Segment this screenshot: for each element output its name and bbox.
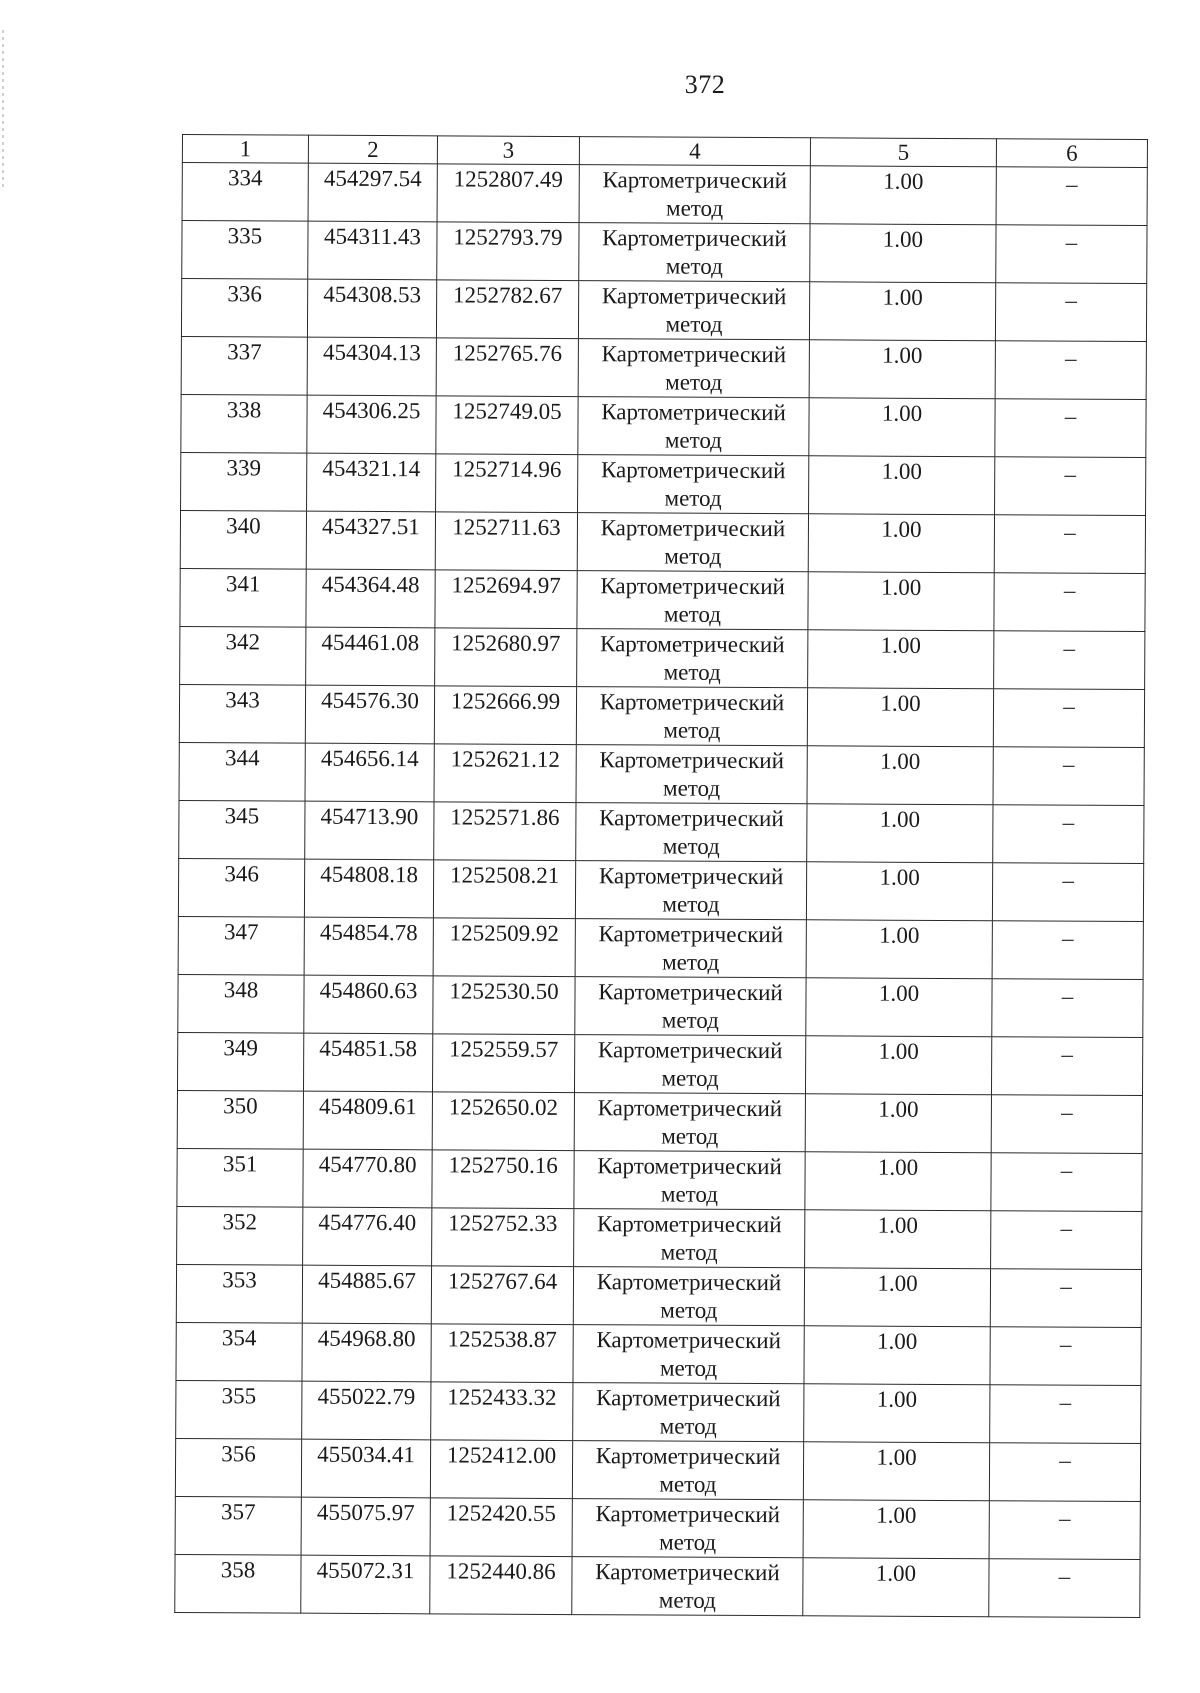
x-coordinate-cell: 455034.41 bbox=[301, 1439, 430, 1498]
table-row bbox=[178, 916, 1143, 979]
note-dash: – bbox=[1064, 461, 1077, 487]
method-cell bbox=[578, 455, 809, 514]
method-cell bbox=[577, 629, 808, 688]
note-dash: – bbox=[1059, 1389, 1072, 1415]
method-line-1: Картометрический bbox=[601, 399, 786, 426]
accuracy-cell: 1.00 bbox=[809, 456, 995, 515]
method-line-2: метод bbox=[660, 1181, 719, 1207]
method-line-2: метод bbox=[662, 949, 720, 975]
method-line-2: метод bbox=[666, 195, 724, 221]
y-coordinate-cell: 1252559.57 bbox=[432, 1034, 574, 1093]
table-row bbox=[182, 163, 1147, 226]
accuracy-cell: 1.00 bbox=[805, 1036, 991, 1095]
x-coordinate-cell: 454461.08 bbox=[306, 627, 435, 686]
y-coordinate-cell: 1252440.86 bbox=[430, 1556, 572, 1615]
accuracy-cell: 1.00 bbox=[806, 920, 992, 979]
x-coordinate-cell: 454808.18 bbox=[304, 859, 433, 918]
note-dash: – bbox=[1063, 693, 1075, 719]
method-line-1: Картометрический bbox=[596, 1269, 782, 1296]
note-dash: – bbox=[1059, 1447, 1071, 1473]
accuracy-cell: 1.00 bbox=[809, 282, 995, 341]
y-coordinate-cell: 1252509.92 bbox=[433, 918, 575, 977]
method-line-2: метод bbox=[662, 833, 720, 859]
note-cell bbox=[991, 1211, 1142, 1270]
page-number: 372 bbox=[684, 70, 726, 99]
accuracy-cell: 1.00 bbox=[805, 1152, 991, 1211]
note-dash: – bbox=[1060, 1273, 1072, 1299]
accuracy-cell: 1.00 bbox=[808, 630, 994, 689]
method-line-2: метод bbox=[661, 1065, 719, 1091]
scan-edge-artifact bbox=[2, 30, 4, 190]
accuracy-cell: 1.00 bbox=[804, 1268, 990, 1327]
method-line-1: Картометрический bbox=[596, 1385, 781, 1412]
note-cell bbox=[991, 1037, 1142, 1096]
x-coordinate-cell: 454713.90 bbox=[305, 801, 434, 860]
method-line-2: метод bbox=[663, 717, 721, 743]
point-number-cell: 336 bbox=[181, 279, 307, 338]
header-col-3: 3 bbox=[437, 136, 579, 165]
note-cell bbox=[992, 979, 1143, 1038]
method-cell bbox=[578, 397, 809, 456]
method-line-2: метод bbox=[662, 775, 721, 801]
accuracy-cell: 1.00 bbox=[808, 572, 994, 631]
y-coordinate-cell: 1252749.05 bbox=[436, 396, 578, 455]
method-cell bbox=[574, 1093, 805, 1152]
method-line-2: метод bbox=[661, 1123, 719, 1149]
method-line-1: Картометрический bbox=[601, 283, 787, 310]
point-number-cell: 357 bbox=[175, 1496, 301, 1555]
method-line-1: Картометрический bbox=[599, 689, 785, 716]
method-cell bbox=[576, 745, 807, 804]
y-coordinate-cell: 1252782.67 bbox=[436, 280, 578, 339]
method-line-1: Картометрический bbox=[598, 979, 783, 1006]
y-coordinate-cell: 1252420.55 bbox=[430, 1498, 572, 1557]
point-number-cell: 356 bbox=[175, 1438, 301, 1497]
method-cell bbox=[573, 1383, 804, 1442]
note-dash: – bbox=[1058, 1505, 1071, 1531]
method-cell bbox=[573, 1267, 804, 1326]
header-col-1: 1 bbox=[182, 135, 308, 164]
method-cell bbox=[574, 1035, 805, 1094]
method-cell bbox=[574, 1209, 805, 1268]
note-dash: – bbox=[1058, 1563, 1071, 1589]
y-coordinate-cell: 1252530.50 bbox=[433, 976, 575, 1035]
method-line-1: Картометрический bbox=[597, 1037, 783, 1064]
note-dash: – bbox=[1059, 1331, 1072, 1357]
point-number-cell: 352 bbox=[177, 1206, 303, 1265]
method-line-1: Картометрический bbox=[600, 457, 786, 484]
table-row bbox=[179, 800, 1144, 863]
y-coordinate-cell: 1252650.02 bbox=[432, 1092, 574, 1151]
accuracy-cell: 1.00 bbox=[807, 804, 993, 863]
accuracy-cell: 1.00 bbox=[810, 224, 996, 283]
note-dash: – bbox=[1064, 403, 1077, 429]
method-cell bbox=[577, 571, 808, 630]
x-coordinate-cell: 454308.53 bbox=[307, 279, 436, 338]
x-coordinate-cell: 454297.54 bbox=[308, 163, 437, 222]
method-line-2: метод bbox=[664, 543, 722, 569]
accuracy-cell: 1.00 bbox=[804, 1384, 990, 1443]
table-row bbox=[176, 1264, 1141, 1327]
y-coordinate-cell: 1252433.32 bbox=[431, 1382, 573, 1441]
method-line-2: метод bbox=[665, 311, 723, 337]
method-line-1: Картометрический bbox=[600, 631, 785, 658]
x-coordinate-cell: 454770.80 bbox=[303, 1149, 432, 1208]
note-cell bbox=[996, 225, 1147, 284]
table-row bbox=[182, 221, 1147, 284]
accuracy-cell: 1.00 bbox=[808, 514, 994, 573]
table-row bbox=[177, 1090, 1142, 1153]
table-row bbox=[180, 510, 1145, 573]
note-dash: – bbox=[1062, 751, 1075, 777]
x-coordinate-cell: 454860.63 bbox=[304, 975, 433, 1034]
method-line-1: Картометрический bbox=[598, 921, 784, 948]
header-col-4: 4 bbox=[579, 137, 810, 166]
point-number-cell: 341 bbox=[180, 568, 306, 627]
method-cell bbox=[576, 687, 807, 746]
y-coordinate-cell: 1252767.64 bbox=[431, 1266, 573, 1325]
accuracy-cell: 1.00 bbox=[809, 398, 995, 457]
accuracy-cell: 1.00 bbox=[806, 862, 992, 921]
note-cell bbox=[989, 1443, 1140, 1502]
method-line-2: метод bbox=[661, 1007, 719, 1033]
method-cell bbox=[574, 1151, 805, 1210]
method-line-1: Картометрический bbox=[600, 515, 786, 542]
x-coordinate-cell: 454306.25 bbox=[307, 395, 436, 454]
x-coordinate-cell: 454304.13 bbox=[307, 337, 436, 396]
y-coordinate-cell: 1252538.87 bbox=[431, 1324, 573, 1383]
method-cell bbox=[575, 977, 806, 1036]
x-coordinate-cell: 454851.58 bbox=[303, 1033, 432, 1092]
note-cell bbox=[991, 1095, 1142, 1154]
y-coordinate-cell: 1252571.86 bbox=[434, 802, 576, 861]
note-dash: – bbox=[1065, 171, 1078, 197]
note-cell bbox=[992, 921, 1143, 980]
table-body bbox=[175, 163, 1148, 1618]
x-coordinate-cell: 454576.30 bbox=[305, 685, 434, 744]
note-cell bbox=[990, 1327, 1141, 1386]
method-line-2: метод bbox=[659, 1529, 717, 1555]
method-line-2: метод bbox=[659, 1413, 717, 1439]
y-coordinate-cell: 1252666.99 bbox=[434, 686, 576, 745]
x-coordinate-cell: 454321.14 bbox=[307, 453, 436, 512]
method-cell bbox=[578, 281, 809, 340]
note-dash: – bbox=[1061, 1041, 1074, 1067]
method-line-1: Картометрический bbox=[595, 1443, 781, 1470]
accuracy-cell: 1.00 bbox=[805, 1210, 991, 1269]
note-cell bbox=[995, 341, 1146, 400]
method-line-2: метод bbox=[660, 1239, 718, 1265]
note-dash: – bbox=[1060, 1215, 1073, 1241]
coordinates-table bbox=[174, 134, 1148, 1618]
note-dash: – bbox=[1065, 229, 1078, 255]
method-line-2: метод bbox=[665, 369, 723, 395]
method-line-2: метод bbox=[665, 253, 723, 279]
note-cell bbox=[995, 399, 1146, 458]
note-cell bbox=[990, 1385, 1141, 1444]
method-line-1: Картометрический bbox=[599, 805, 784, 832]
x-coordinate-cell: 455075.97 bbox=[301, 1497, 430, 1556]
table-row bbox=[176, 1380, 1141, 1443]
note-cell bbox=[991, 1153, 1142, 1212]
method-cell bbox=[572, 1499, 803, 1558]
method-line-2: метод bbox=[659, 1355, 718, 1381]
note-cell bbox=[995, 457, 1146, 516]
method-line-1: Картометрический bbox=[596, 1211, 782, 1238]
method-line-1: Картометрический bbox=[602, 225, 787, 252]
method-cell bbox=[579, 223, 810, 282]
point-number-cell: 335 bbox=[182, 221, 308, 280]
note-cell bbox=[996, 167, 1147, 226]
accuracy-cell: 1.00 bbox=[803, 1442, 989, 1501]
method-line-2: метод bbox=[660, 1297, 718, 1323]
x-coordinate-cell: 455072.31 bbox=[301, 1555, 430, 1614]
method-line-1: Картометрический bbox=[595, 1501, 781, 1528]
accuracy-cell: 1.00 bbox=[805, 1094, 991, 1153]
note-dash: – bbox=[1062, 867, 1074, 893]
point-number-cell: 348 bbox=[178, 974, 304, 1033]
point-number-cell: 355 bbox=[176, 1380, 302, 1439]
method-cell bbox=[577, 513, 808, 572]
x-coordinate-cell: 454968.80 bbox=[302, 1323, 431, 1382]
point-number-cell: 351 bbox=[177, 1148, 303, 1207]
x-coordinate-cell: 454311.43 bbox=[308, 221, 437, 280]
y-coordinate-cell: 1252711.63 bbox=[435, 512, 577, 571]
point-number-cell: 349 bbox=[177, 1032, 303, 1091]
method-line-1: Картометрический bbox=[599, 747, 785, 774]
table-row bbox=[179, 684, 1144, 747]
note-cell bbox=[992, 863, 1143, 922]
note-dash: – bbox=[1061, 1099, 1073, 1125]
note-dash: – bbox=[1063, 635, 1076, 661]
table-row bbox=[175, 1554, 1140, 1617]
table-row bbox=[180, 626, 1145, 689]
header-col-6: 6 bbox=[996, 139, 1147, 168]
point-number-cell: 354 bbox=[176, 1322, 302, 1381]
y-coordinate-cell: 1252750.16 bbox=[432, 1150, 574, 1209]
table-row bbox=[177, 1148, 1142, 1211]
accuracy-cell: 1.00 bbox=[803, 1500, 989, 1559]
method-line-1: Картометрический bbox=[597, 1153, 782, 1180]
x-coordinate-cell: 454854.78 bbox=[304, 917, 433, 976]
method-cell bbox=[575, 861, 806, 920]
point-number-cell: 345 bbox=[179, 800, 305, 859]
y-coordinate-cell: 1252680.97 bbox=[435, 628, 577, 687]
note-cell bbox=[994, 515, 1145, 574]
point-number-cell: 358 bbox=[175, 1554, 301, 1613]
method-line-1: Картометрический bbox=[595, 1559, 780, 1586]
y-coordinate-cell: 1252765.76 bbox=[436, 338, 578, 397]
method-line-2: метод bbox=[658, 1587, 716, 1613]
point-number-cell: 340 bbox=[180, 510, 306, 569]
accuracy-cell: 1.00 bbox=[803, 1558, 989, 1617]
point-number-cell: 342 bbox=[180, 626, 306, 685]
accuracy-cell: 1.00 bbox=[810, 166, 996, 225]
method-line-2: метод bbox=[662, 891, 720, 917]
method-line-2: метод bbox=[664, 485, 722, 511]
x-coordinate-cell: 454885.67 bbox=[302, 1265, 431, 1324]
method-line-1: Картометрический bbox=[597, 1095, 783, 1122]
note-dash: – bbox=[1065, 345, 1077, 371]
method-line-2: метод bbox=[663, 601, 722, 627]
accuracy-cell: 1.00 bbox=[807, 746, 993, 805]
note-cell bbox=[993, 689, 1144, 748]
method-cell bbox=[572, 1441, 803, 1500]
y-coordinate-cell: 1252752.33 bbox=[432, 1208, 574, 1267]
point-number-cell: 339 bbox=[181, 452, 307, 511]
method-cell bbox=[572, 1557, 803, 1616]
note-cell bbox=[993, 747, 1144, 806]
note-dash: – bbox=[1061, 925, 1074, 951]
table-row bbox=[176, 1322, 1141, 1385]
note-cell bbox=[993, 805, 1144, 864]
x-coordinate-cell: 454327.51 bbox=[306, 511, 435, 570]
x-coordinate-cell: 454656.14 bbox=[305, 743, 434, 802]
method-cell bbox=[576, 803, 807, 862]
table-row bbox=[177, 1032, 1142, 1095]
accuracy-cell: 1.00 bbox=[809, 340, 995, 399]
table-row bbox=[178, 858, 1143, 921]
method-line-1: Картометрический bbox=[601, 341, 787, 368]
y-coordinate-cell: 1252694.97 bbox=[435, 570, 577, 629]
point-number-cell: 334 bbox=[182, 163, 308, 222]
point-number-cell: 343 bbox=[179, 684, 305, 743]
y-coordinate-cell: 1252412.00 bbox=[430, 1440, 572, 1499]
method-line-2: метод bbox=[659, 1471, 717, 1497]
table-row bbox=[181, 336, 1146, 399]
table-row bbox=[181, 452, 1146, 515]
header-col-2: 2 bbox=[308, 135, 437, 164]
point-number-cell: 338 bbox=[181, 394, 307, 453]
table-row bbox=[180, 568, 1145, 631]
method-cell bbox=[578, 339, 809, 398]
point-number-cell: 344 bbox=[179, 742, 305, 801]
method-cell bbox=[575, 919, 806, 978]
note-dash: – bbox=[1062, 809, 1075, 835]
note-cell bbox=[994, 631, 1145, 690]
method-line-1: Картометрический bbox=[598, 863, 784, 890]
table-row bbox=[179, 742, 1144, 805]
method-line-1: Картометрический bbox=[596, 1327, 782, 1354]
x-coordinate-cell: 454776.40 bbox=[303, 1207, 432, 1266]
note-cell bbox=[989, 1559, 1140, 1618]
note-cell bbox=[990, 1269, 1141, 1328]
point-number-cell: 350 bbox=[177, 1090, 303, 1149]
x-coordinate-cell: 455022.79 bbox=[302, 1381, 431, 1440]
method-cell bbox=[579, 165, 810, 224]
method-cell bbox=[573, 1325, 804, 1384]
note-dash: – bbox=[1060, 1157, 1073, 1183]
note-cell bbox=[995, 283, 1146, 342]
method-line-2: метод bbox=[663, 659, 721, 685]
y-coordinate-cell: 1252793.79 bbox=[437, 222, 579, 281]
point-number-cell: 347 bbox=[178, 916, 304, 975]
note-dash: – bbox=[1061, 983, 1074, 1009]
point-number-cell: 346 bbox=[178, 858, 304, 917]
header-col-5: 5 bbox=[810, 138, 996, 167]
x-coordinate-cell: 454809.61 bbox=[303, 1091, 432, 1150]
table-row bbox=[181, 394, 1146, 457]
y-coordinate-cell: 1252807.49 bbox=[437, 164, 579, 223]
note-cell bbox=[989, 1501, 1140, 1560]
note-cell bbox=[994, 573, 1145, 632]
method-line-1: Картометрический bbox=[600, 573, 785, 600]
table-row bbox=[175, 1496, 1140, 1559]
method-line-1: Картометрический bbox=[602, 167, 788, 194]
point-number-cell: 353 bbox=[176, 1264, 302, 1323]
table-row bbox=[178, 974, 1143, 1037]
accuracy-cell: 1.00 bbox=[806, 978, 992, 1037]
y-coordinate-cell: 1252714.96 bbox=[436, 454, 578, 513]
y-coordinate-cell: 1252508.21 bbox=[433, 860, 575, 919]
note-dash: – bbox=[1063, 577, 1076, 603]
table-row bbox=[177, 1206, 1142, 1269]
note-dash: – bbox=[1064, 519, 1076, 545]
point-number-cell: 337 bbox=[181, 336, 307, 395]
x-coordinate-cell: 454364.48 bbox=[306, 569, 435, 628]
table-row bbox=[175, 1438, 1140, 1501]
method-line-2: метод bbox=[664, 427, 723, 453]
table-row bbox=[181, 279, 1146, 342]
note-dash: – bbox=[1065, 287, 1077, 313]
y-coordinate-cell: 1252621.12 bbox=[434, 744, 576, 803]
accuracy-cell: 1.00 bbox=[804, 1326, 990, 1385]
accuracy-cell: 1.00 bbox=[807, 688, 993, 747]
